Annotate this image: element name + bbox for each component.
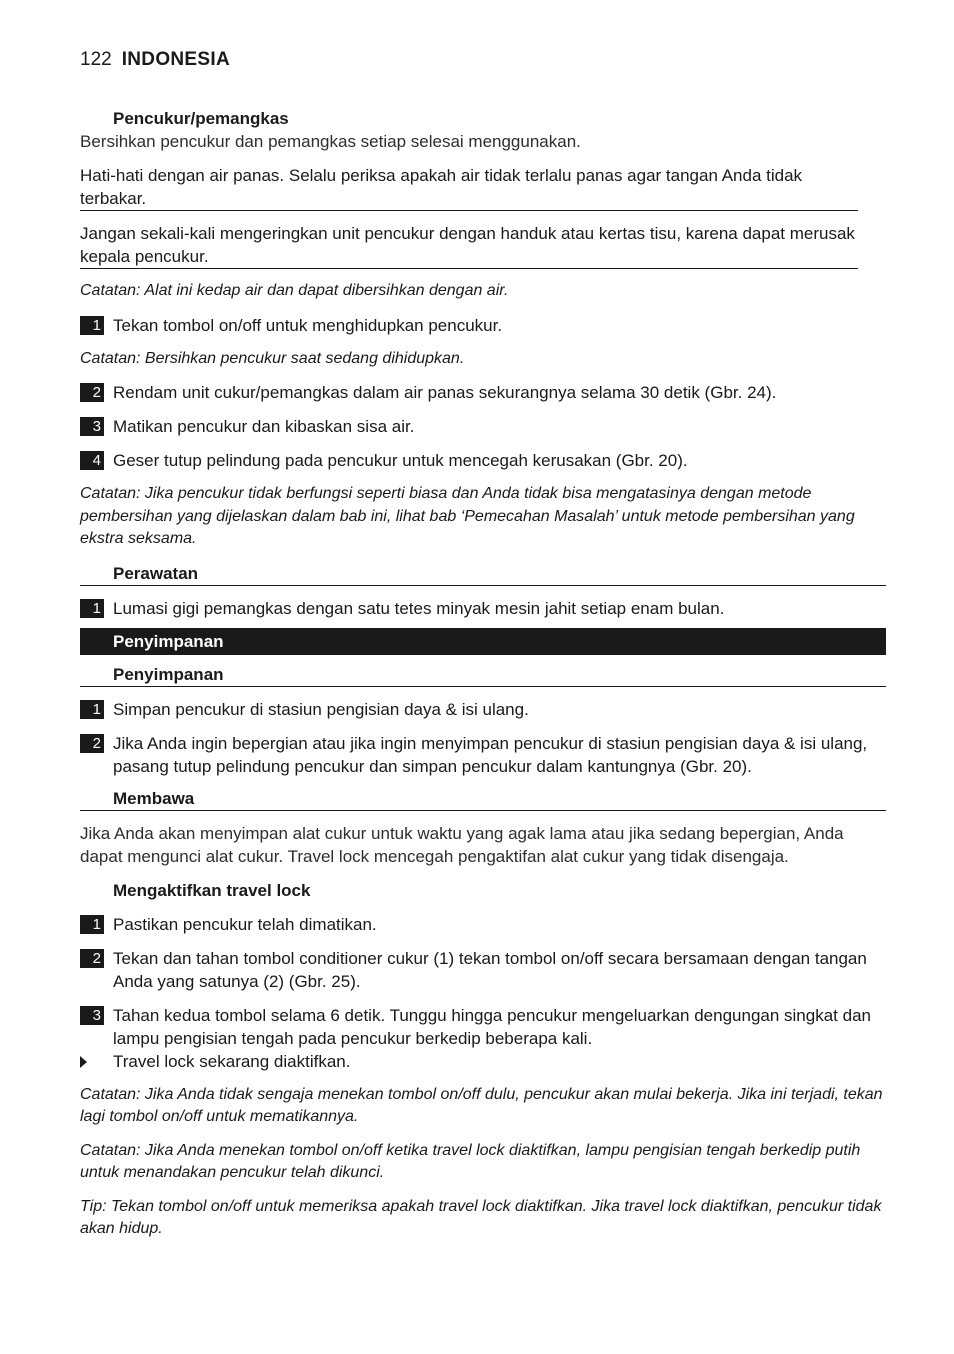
step-text: Rendam unit cukur/pemangkas dalam air panas sekurangnya selama 30 detik (Gbr. 24).	[113, 383, 777, 402]
cleaning-step-3	[80, 415, 886, 438]
note-waterproof: Catatan: Alat ini kedap air dan dapat dibersihkan dengan air.	[80, 282, 509, 299]
step-text: Tahan kedua tombol selama 6 detik. Tunggu hingga pencukur mengeluarkan dengungan singkat dan lampu pengisian tengah pada pencukur berkedip beberapa kali.	[113, 1005, 871, 1048]
step-number-badge: 1	[80, 316, 104, 335]
travel-step-2	[80, 947, 886, 993]
heading-travel: Membawa	[80, 787, 886, 811]
step-text: Tekan tombol on/off untuk menghidupkan pencukur.	[113, 315, 503, 335]
note-locked-indicator: Catatan: Jika Anda menekan tombol on/off ketika travel lock diaktifkan, lampu pengisian tengah berkedip putih untuk menandakan pencukur telah dikunci.	[80, 1141, 861, 1181]
step-number-badge: 2	[80, 734, 104, 753]
travel-step-1	[80, 913, 886, 936]
step-text: Tekan dan tahan tombol conditioner cukur (1) tekan tombol on/off secara bersamaan dengan tangan Anda yang satunya (2) (Gbr. 25).	[113, 948, 867, 991]
note-accidental-press: Catatan: Jika Anda tidak sengaja menekan tombol on/off dulu, pencukur akan mulai bekerja. Jika ini terjadi, tekan lagi tombol on/off untuk mematikannya.	[80, 1085, 883, 1125]
note-clean-while-on: Catatan: Bersihkan pencukur saat sedang dihidupkan.	[80, 349, 465, 367]
language-title: INDONESIA	[121, 49, 230, 70]
step-number-badge: 3	[80, 417, 104, 436]
step-text: Jika Anda ingin bepergian atau jika ingin menyimpan pencukur di stasiun pengisian daya & isi ulang, pasang tutup pelindung pencukur dan simpan pencukur dalam kantungnya (Gbr. 20).	[113, 733, 868, 776]
heading-storage: Penyimpanan	[80, 663, 886, 687]
result-arrow-icon	[80, 1056, 87, 1068]
step-number-badge: 1	[80, 700, 104, 719]
step-text: Matikan pencukur dan kibaskan sisa air.	[113, 417, 415, 436]
storage-step-1	[80, 698, 886, 721]
heading-cleaning: Pencukur/pemangkas	[113, 109, 289, 128]
cleaning-step-1	[80, 314, 886, 337]
warning-drying-box	[80, 222, 858, 269]
maintenance-step-1	[80, 597, 886, 620]
cleaning-step-4	[80, 449, 886, 472]
page-number: 122	[80, 49, 112, 70]
warning-hot-water-box	[80, 164, 858, 211]
storage-step-2	[80, 732, 886, 778]
step-text: Pastikan pencukur telah dimatikan.	[113, 914, 377, 934]
step-number-badge: 1	[80, 915, 104, 934]
step-text: Simpan pencukur di stasiun pengisian daya & isi ulang.	[113, 699, 529, 719]
section-banner-storage: Penyimpanan	[80, 628, 886, 655]
step-number-badge: 4	[80, 451, 104, 470]
step-number-badge: 1	[80, 599, 104, 618]
step-text: Lumasi gigi pemangkas dengan satu tetes minyak mesin jahit setiap enam bulan.	[113, 598, 725, 618]
tip-check-lock: Tip: Tekan tombol on/off untuk memeriksa apakah travel lock diaktifkan. Jika travel lock diaktifkan, pencukur tidak akan hidup.	[80, 1197, 882, 1237]
page-header	[80, 47, 230, 73]
cleaning-intro: Bersihkan pencukur dan pemangkas setiap selesai menggunakan.	[80, 132, 581, 151]
heading-maintenance: Perawatan	[80, 562, 886, 586]
travel-step-3	[80, 1004, 886, 1050]
step-text: Geser tutup pelindung pada pencukur untuk mencegah kerusakan (Gbr. 20).	[113, 451, 688, 470]
travel-intro: Jika Anda akan menyimpan alat cukur untuk waktu yang agak lama atau jika sedang bepergian, Anda dapat mengunci alat cukur. Travel lock mencegah pengaktifan alat cukur yang tidak disengaja.	[80, 823, 844, 866]
warning-drying: Jangan sekali-kali mengeringkan unit pencukur dengan handuk atau kertas tisu, karena dapat merusak kepala pencukur.	[80, 224, 855, 266]
step-number-badge: 2	[80, 383, 104, 402]
heading-activate-travel-lock: Mengaktifkan travel lock	[113, 880, 311, 900]
step-number-badge: 3	[80, 1006, 104, 1025]
step-number-badge: 2	[80, 949, 104, 968]
document-body	[80, 107, 886, 1241]
cleaning-step-2	[80, 381, 886, 404]
note-troubleshooting: Catatan: Jika pencukur tidak berfungsi seperti biasa dan Anda tidak bisa mengatasinya dengan metode pembersihan yang dijelaskan dalam bab ini, lihat bab ‘Pemecahan Masalah’ untuk metode pembersihan yang ekstra seksama.	[80, 485, 855, 547]
result-text: Travel lock sekarang diaktifkan.	[113, 1051, 351, 1071]
warning-hot-water: Hati-hati dengan air panas. Selalu periksa apakah air tidak terlalu panas agar tangan Anda tidak terbakar.	[80, 166, 803, 208]
travel-result	[80, 1050, 886, 1073]
